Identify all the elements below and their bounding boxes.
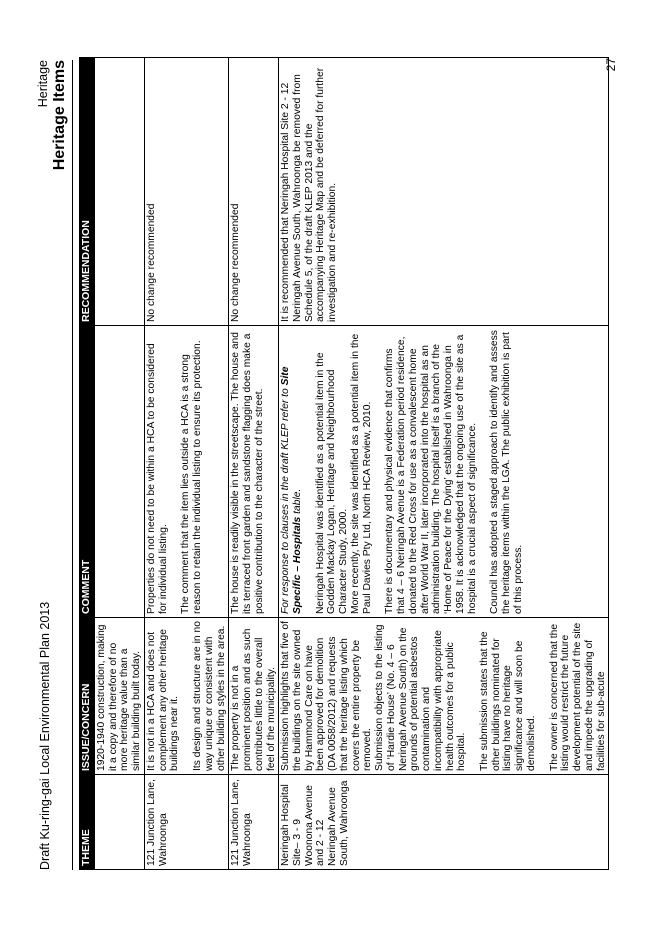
theme-cell (94, 775, 144, 870)
issue-paragraph: Submission highlights that five of the buildings on the site owned by Hammond Care on have been approved for demolition (DA 0058/2012) and requests that the heritage listing which covers the entire property be removed. (280, 621, 374, 771)
note-bold-link: Site Specific – Hospitals (280, 366, 303, 614)
column-header-theme: THEME (80, 775, 95, 870)
table-row (229, 58, 279, 870)
table-row (279, 58, 609, 870)
comment-paragraph: Properties do not need to be within a HCA to be considered for individual listing. (145, 343, 169, 614)
comment-paragraph: There is documentary and physical evidence that confirms that 4 – 6 Neringah Avenue is a Federation period residence, donated to the Red Cross for use as a convalescent home after World War II, later incorporated into the hospital as an administration building. The hospital itself is a branch of the ‘Home of Peace for the Dying’ established in Wahroonga in 1958. It is acknowledged that the ongoing use of the site as a hospital is a crucial aspect of significance. (384, 334, 478, 614)
heritage-items-table (79, 57, 609, 870)
comment-paragraph: The house is readily visible in the streetscape. The house and its terraced front garden and sandstone flagging does make a positive contribution to the character of the street. (230, 332, 265, 614)
issue-paragraph: The submission states that the other buildings nominated for listing have no heritage significance and will soon be demolished. (479, 631, 537, 771)
comment-cell (94, 326, 144, 618)
recommendation-cell: No change recommended (229, 58, 279, 326)
comment-paragraph: Neringah Hospital was identified as a potential item in the Godden Mackay Logan, Heritage and Neighbourhood Character Study, 2000. (314, 352, 350, 614)
note-italic: For response to clauses in the draft KLEP refer to (280, 388, 292, 614)
theme-cell: 121 Junction Lane, Wahroonga (229, 775, 279, 870)
recommendation-cell (94, 58, 144, 326)
theme-cell: 121 Junction Lane, Wahroonga (144, 775, 228, 870)
comment-paragraph: Council has adopted a staged approach to identify and assess the heritage items within the LGA. The public exhibition is part of this process. (489, 330, 524, 614)
page-number: 27 (604, 58, 618, 72)
recommendation-cell: No change recommended (144, 58, 228, 326)
section-heading (36, 60, 69, 170)
issue-paragraph: 1920-1940 construction, making it a copy and therefore of no more heritage value than a similar building built today. (95, 624, 143, 771)
document-title: Draft Ku-ring-gai Local Environmental Plan 2013 (38, 601, 52, 870)
recommendation-cell: It is recommended that Neringah Hospital Site 2 - 12 Neringah Avenue South, Wahroonga be removed from Schedule 5, of the draft KLEP 2013 and the accompanying Heritage Map and be deferred for further investigation and re-exhibition. (279, 58, 609, 326)
table-header-row (80, 58, 95, 870)
issue-paragraph: Its design and structure are in no way unique or consistent with other building styles in the area. (192, 621, 227, 771)
issue-paragraph: The property is not in a prominent position and as such contributes little to the overall feel of the municipality. (230, 628, 277, 771)
issue-cell (279, 618, 609, 775)
comment-paragraph: The comment that the item lies outside a HCA is a strong reason to retain the individual listing to ensure its protection. (180, 340, 204, 614)
comment-cell (144, 326, 228, 618)
column-header-issue: ISSUE/CONCERN (80, 618, 95, 775)
issue-cell (229, 618, 279, 775)
column-header-recommendation: RECOMMENDATION (80, 58, 95, 326)
comment-paragraph: More recently, the site was identified as a potential item in the Paul Davies Pty Ltd, North HCA Review, 2010. (349, 333, 373, 614)
cross-reference-note (280, 329, 303, 614)
issue-paragraph: The owner is concerned that the listing would restrict the future development potential of the site and impede the upgrading of facilities for sub-acute (548, 622, 607, 771)
note-tail: table. (291, 488, 303, 514)
comment-cell (229, 326, 279, 618)
issue-cell (94, 618, 144, 775)
header-rule (72, 60, 73, 870)
table-row (94, 58, 144, 870)
section-title: Heritage Items (51, 60, 68, 171)
theme-cell: Neringah Hospital Site– 3 - 9 Woonona Avenue and 2 - 12 Neringah Avenue South, Wahroonga (279, 775, 609, 870)
issue-cell (144, 618, 228, 775)
comment-cell (279, 326, 609, 618)
section-label: Heritage (36, 60, 50, 108)
column-header-comment: COMMENT (80, 326, 95, 618)
table-row (144, 58, 228, 870)
issue-paragraph: Submission objects to the listing of ‘Hardie House’ (No. 4 – 6 Neringah Avenue South) on the grounds of potential asbestos contamination and incompatibility with appropriate health outcomes for a public hospital. (374, 624, 468, 771)
issue-paragraph: It is not in a HCA and does not complement any other heritage buildings near it. (145, 629, 181, 771)
